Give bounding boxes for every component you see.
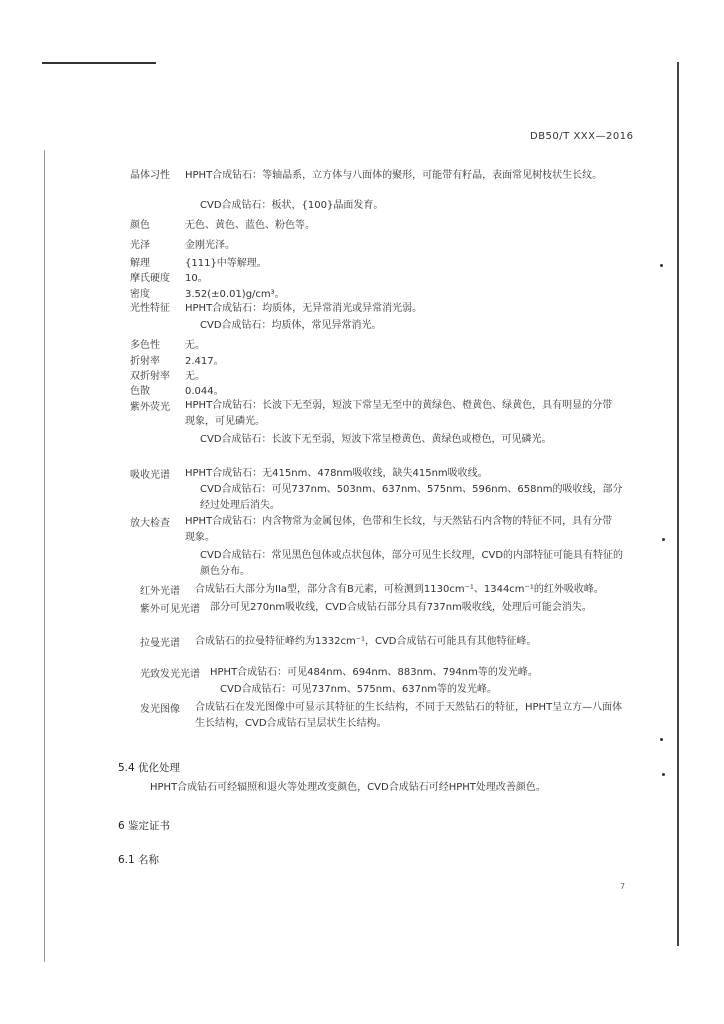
page-number: 7 [620,882,626,891]
property-value: 无色、黄色、蓝色、粉色等。 [185,220,315,231]
property-value: {111}中等解理。 [185,258,267,269]
property-value: HPHT合成钻石：长波下无至弱，短波下常呈无至中的黄绿色、橙黄色、绿黄色，具有明显的分带现象，可见磷光。 [185,400,613,427]
property-label: 吸收光谱 [130,470,170,481]
property-value: 金刚光泽。 [185,240,235,251]
binding-edge-line [677,62,679,946]
top-rule [42,62,156,64]
property-value: CVD合成钻石：长波下无至弱，短波下常呈橙黄色、黄绿色或橙色，可见磷光。 [200,434,552,445]
property-label: 多色性 [130,340,160,351]
left-margin-line [44,150,45,962]
section-heading-6: 6 鉴定证书 [118,820,171,832]
property-value: HPHT合成钻石：可见484nm、694nm、883nm、794nm等的发光峰。 [210,667,538,678]
property-value: 部分可见270nm吸收线，CVD合成钻石部分具有737nm吸收线，处理后可能会消失。 [210,602,592,613]
property-label: 紫外荧光 [130,402,170,413]
standard-code: DB50/T XXX—2016 [530,131,634,142]
property-value: HPHT合成钻石：无415nm、478nm吸收线，缺失415nm吸收线。 [185,468,488,479]
property-label: 颜色 [130,220,150,231]
property-label: 发光图像 [140,704,180,715]
section-heading-6-1: 6.1 名称 [118,854,160,866]
scan-dot [660,738,663,741]
property-label: 解理 [130,258,150,269]
section-body-5-4: HPHT合成钻石可经辐照和退火等处理改变颜色，CVD合成钻石可经HPHT处理改善颜色。 [150,782,546,793]
scan-dot [662,538,665,541]
property-label: 拉曼光谱 [140,638,180,649]
property-value: CVD合成钻石：可见737nm、503nm、637nm、575nm、596nm、658nm的吸收线，部分经过处理后消失。 [200,484,623,511]
property-value: 10。 [185,273,208,284]
property-value: 无。 [185,340,205,351]
property-value: HPHT合成钻石：等轴晶系，立方体与八面体的聚形，可能带有籽晶，表面常见树枝状生长纹。 [185,170,603,181]
property-value: 3.52(±0.01)g/cm³。 [185,289,285,300]
property-value: CVD合成钻石：可见737nm、575nm、637nm等的发光峰。 [220,684,498,695]
property-label: 放大检查 [130,518,170,529]
property-label: 色散 [130,386,150,397]
property-value: CVD合成钻石：常见黑色包体或点状包体，部分可见生长纹理，CVD的内部特征可能具有特征的颜色分布。 [200,550,624,577]
property-value: 2.417。 [185,356,224,367]
property-value: CVD合成钻石：板状，{100}晶面发育。 [200,200,384,211]
property-label: 红外光谱 [140,586,180,597]
property-value: 合成钻石的拉曼特征峰约为1332cm⁻¹，CVD合成钻石可能具有其他特征峰。 [195,636,537,647]
property-value: 无。 [185,371,205,382]
property-value: 0.044。 [185,386,224,397]
property-value: HPHT合成钻石：均质体，无异常消光或异常消光弱。 [185,303,423,314]
property-label: 晶体习性 [130,170,170,181]
property-value: CVD合成钻石：均质体，常见异常消光。 [200,320,382,331]
property-label: 光性特征 [130,303,170,314]
property-label: 光致发光光谱 [140,669,200,680]
property-value: 合成钻石大部分为IIa型，部分含有B元素，可检测到1130cm⁻¹、1344cm⁻¹的红外吸收峰。 [195,584,604,595]
property-label: 紫外可见光谱 [140,604,200,615]
property-value: 合成钻石在发光图像中可显示其特征的生长结构，不同于天然钻石的特征，HPHT呈立方—八面体生长结构，CVD合成钻石呈层状生长结构。 [195,702,623,729]
property-label: 光泽 [130,240,150,251]
scan-dot [662,773,665,776]
property-label: 折射率 [130,356,160,367]
section-heading-5-4: 5.4 优化处理 [118,762,181,774]
property-label: 摩氏硬度 [130,273,170,284]
property-value: HPHT合成钻石：内含物常为金属包体，色带和生长纹，与天然钻石内含物的特征不同，具有分带现象。 [185,516,613,543]
property-label: 双折射率 [130,371,170,382]
scan-dot [660,264,663,267]
property-label: 密度 [130,289,150,300]
